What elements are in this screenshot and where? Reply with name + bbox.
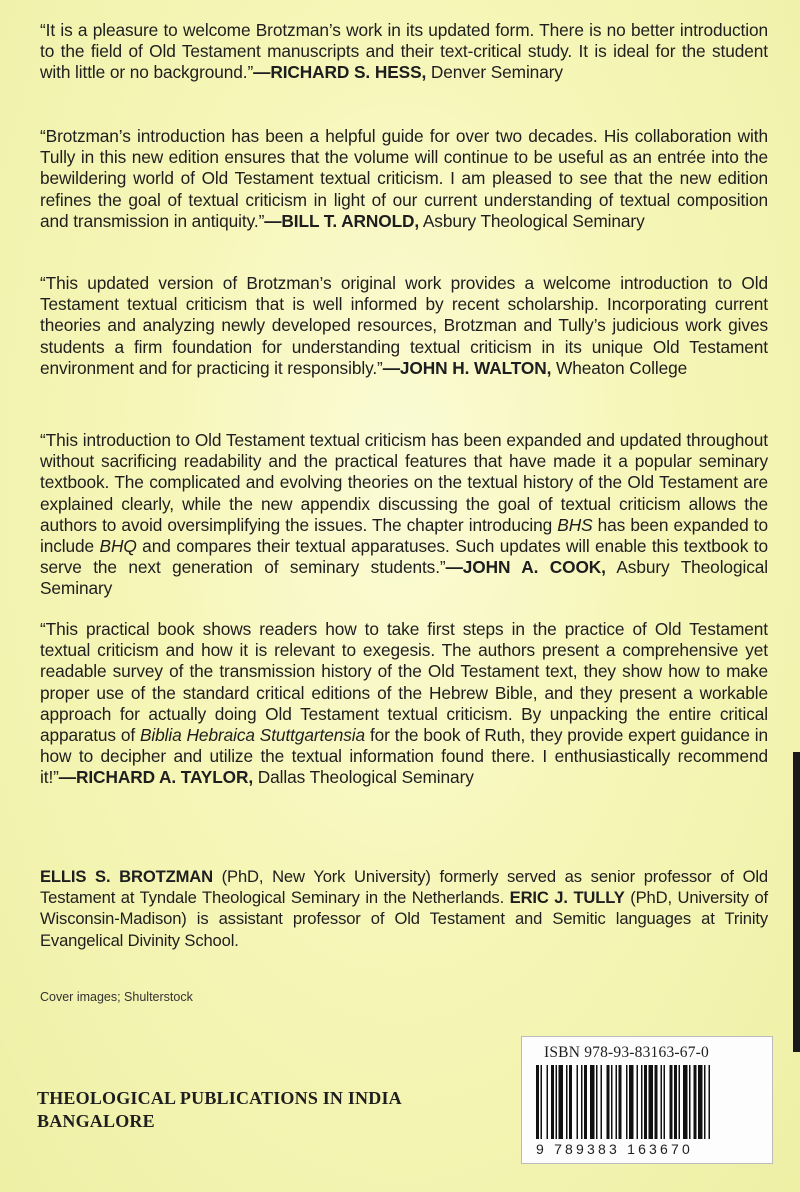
- quote-author: —JOHN H. WALTON,: [382, 357, 552, 378]
- quote-author: —JOHN A. COOK,: [445, 557, 606, 578]
- quote-affiliation: Denver Seminary: [426, 62, 563, 83]
- quote-text: “This updated version of Brotzman’s original work provides a welcome introduction to Old Testament textual criticism that is well informed by recent scholarship. Incorporating current theories and analyzing newly developed resources, Brotzman and Tully’s judicious work gives students a firm foundation for understanding textual criticism in its unique Old Testament environment and for practicing it responsibly.”: [40, 273, 768, 378]
- barcode-bar: [547, 1065, 549, 1139]
- quote-text: “This practical book shows readers how to take first steps in the practice of Old Testament textual criticism and how it is relevant to exegesis. The authors present a comprehensive yet readable survey of the transmission history of the Old Testament text, they show how to make proper use of the standard critical editions of the Hebrew Bible, and they present a workable approach for actually doing Old Testament textual criticism. By unpacking the entire critical apparatus of: [40, 619, 768, 746]
- quote-taylor: [40, 619, 768, 789]
- barcode-bar: [709, 1065, 711, 1139]
- barcode-label: [521, 1036, 773, 1164]
- barcode-bar: [664, 1065, 666, 1139]
- quote-italic: Biblia Hebraica Stuttgartensia: [139, 725, 366, 746]
- barcode-bar: [536, 1065, 539, 1139]
- quote-text: for the book of Ruth, they provide expert guidance in how to decipher and utilize the textual information found there. I enthusiastically recommend it!”: [40, 725, 768, 788]
- isbn-text: ISBN 978-93-83163-67-0: [544, 1044, 709, 1061]
- barcode-bar: [641, 1065, 643, 1139]
- bio-text: (PhD, New York University) formerly served as senior professor of Old Testament at Tyndale Theological Seminary in the Netherlands.: [40, 867, 768, 908]
- quote-author: —RICHARD S. HESS,: [253, 62, 427, 83]
- author-name: ELLIS S. BROTZMAN: [40, 867, 213, 886]
- barcode-bar: [584, 1065, 587, 1139]
- barcode-bar: [556, 1065, 558, 1139]
- barcode-bar: [626, 1065, 628, 1139]
- barcode-bar: [674, 1065, 677, 1139]
- quote-author: —RICHARD A. TAYLOR,: [58, 767, 254, 788]
- barcode-bar: [616, 1065, 618, 1139]
- quote-text: “It is a pleasure to welcome Brotzman’s work in its updated form. There is no better introduction to the field of Old Testament manuscripts and their text-critical study. It is ideal for the student with little or no background.”: [40, 20, 768, 83]
- barcode-bar: [551, 1065, 554, 1139]
- barcode-bar: [566, 1065, 568, 1139]
- barcode-bar: [679, 1065, 681, 1139]
- barcode-bar: [644, 1065, 647, 1139]
- quote-italic: BHQ: [99, 536, 137, 557]
- cover-credit: Cover images; Shulterstock: [40, 990, 193, 1004]
- bio-text: (PhD, University of Wisconsin-Madison) is assistant professor of Old Testament and Semitic languages at Trinity Evangelical Divinity School.: [40, 888, 768, 950]
- quote-affiliation: Dallas Theological Seminary: [253, 767, 474, 788]
- barcode-bar: [670, 1065, 673, 1139]
- quote-affiliation: Asbury Theological Seminary: [419, 210, 645, 231]
- barcode-bar: [694, 1065, 697, 1139]
- barcode-bar: [581, 1065, 583, 1139]
- barcode-bar: [577, 1065, 579, 1139]
- barcode-bar: [649, 1065, 654, 1139]
- quote-arnold: [40, 126, 768, 232]
- barcode-bar: [683, 1065, 688, 1139]
- quote-hess: [40, 20, 768, 84]
- barcode-bar: [698, 1065, 703, 1139]
- barcode-digits: 9 789383 163670: [536, 1141, 693, 1157]
- publisher-name: THEOLOGICAL PUBLICATIONS IN INDIA: [37, 1088, 402, 1108]
- barcode-bar: [607, 1065, 610, 1139]
- quote-affiliation: Wheaton College: [551, 357, 688, 378]
- quote-text: “This introduction to Old Testament textual criticism has been expanded and updated throughout without sacrificing readability and the practical features that have made it a popular seminary textbook. The complicated and evolving theories on the textual history of the Old Testament are explained clearly, while the new appendix discussing the goal of textual criticism allows the authors to avoid oversimplifying the issues. The chapter introducing: [40, 430, 768, 535]
- barcode-bar: [541, 1065, 543, 1139]
- quote-walton: [40, 273, 768, 379]
- barcode-bar: [596, 1065, 598, 1139]
- barcode-bar: [637, 1065, 639, 1139]
- publisher-city: BANGALORE: [37, 1111, 155, 1131]
- barcode-bar: [601, 1065, 603, 1139]
- barcode-bar: [655, 1065, 658, 1139]
- barcode-bar: [611, 1065, 613, 1139]
- barcode-bar: [629, 1065, 634, 1139]
- quote-text: “Brotzman’s introduction has been a helpful guide for over two decades. His collaboration with Tully in this new edition ensures that the volume will continue to be useful as an entrée into the bewildering world of Old Testament textual criticism. I am pleased to see that the new edition refines the goal of textual criticism in light of our current understanding of textual composition and transmission in antiquity.”: [40, 126, 768, 231]
- author-bio: [40, 866, 768, 951]
- publisher: [37, 1087, 402, 1133]
- quote-author: —BILL T. ARNOLD,: [264, 210, 420, 231]
- author-name: ERIC J. TULLY: [509, 888, 625, 908]
- barcode-bar: [559, 1065, 564, 1139]
- barcode-bar: [704, 1065, 706, 1139]
- spine-edge: [793, 752, 800, 1052]
- barcode-bars: [536, 1065, 758, 1139]
- barcode-bar: [689, 1065, 691, 1139]
- barcode-bar: [619, 1065, 622, 1139]
- quote-italic: BHS: [557, 514, 593, 535]
- quote-text: and compares their textual apparatuses. Such updates will enable this textbook to serve the next generation of seminary students.”: [40, 536, 769, 578]
- quote-affiliation: Asbury Theological Seminary: [40, 557, 768, 599]
- barcode-bar: [590, 1065, 595, 1139]
- quote-cook: [40, 430, 768, 600]
- barcode-bar: [661, 1065, 663, 1139]
- quote-text: has been expanded to include: [40, 514, 768, 557]
- barcode-bar: [569, 1065, 572, 1139]
